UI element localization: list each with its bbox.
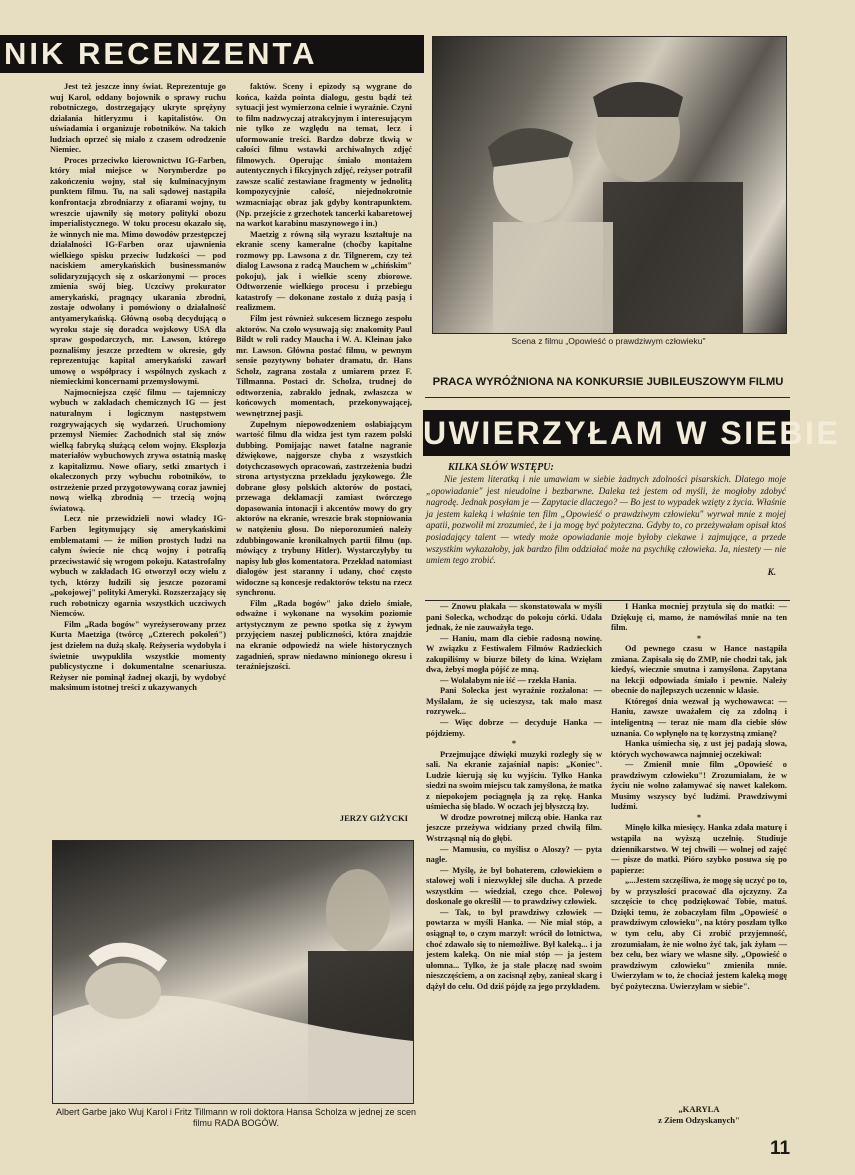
paragraph: Lecz nie przewidzieli nowi władcy IG-Farben legitymujący się amerykańskimi emblematami — że milion prostych ludzi na całym świecie nie chcą wojny i potrafią przeciwstawić się wrogom pokoju. Katastrofalny wybuch w zakładach IG otworzył oczy wielu z tych, którzy łudzili się jeszcze pozorami „pokojowej" polityki Ameryki. Rozszerzający się ruch robotniczy ogarnia wszystkich uczciwych Niemców. — [50, 514, 226, 619]
paragraph: W drodze powrotnej milczą obie. Hanka raz jeszcze przeżywa widziany przed chwilą film. Wstrząsnął nią do głębi. — [426, 812, 602, 844]
story-title: UWIERZYŁAM W SIEBIE — [423, 415, 841, 451]
left-title-banner — [0, 35, 424, 73]
competition-kicker: PRACA WYRÓŻNIONA NA KONKURSIE JUBILEUSZOWYM FILMU — [432, 376, 784, 388]
paragraph: Film „Rada bogów" wyreżyserowany przez Kurta Maetziga (twórcę „Czterech pokoleń") jest dziełem na dużą skalę. Reżyseria wydobyła i świetnie uwypukliła wszystkie momenty publicystyczne i dokumentalne scenariusza. Reżyser nie pominął żadnej okazji, by wydobyć maksimum istotnej treści z ukazywanych — [50, 619, 226, 693]
signature-name: „KARYLA — [678, 1104, 720, 1114]
paragraph: faktów. Sceny i epizody są wygrane do końca, każda pointa dialogu, gestu bądź też sytuacji jest wymierzona celnie i wyraźnie. Czyni to film nadzwyczaj atrakcyjnym i interesującym nie tylko ze względu na temat, lecz i uformowanie treści. Bardzo dobrze tkwią w całości filmu wstawki archiwalnych zdjęć filmowych. Operując śmiało montażem autentycznych i fikcyjnych zdjęć, reżyser potrafił zawsze scalić zestawiane fragmenty w jednolitą kompozycyjnie całość, niejednokrotnie wzmacniając obraz jak gdyby kontrapunktem. (Np. przejście z grzechotek tancerki kabaretowej na warkot karabinu maszynowego i in.) — [236, 82, 412, 229]
paragraph: Zupełnym niepowodzeniem osłabiającym wartość filmu dla widza jest tym razem polski dubbing. Pomijając nawet fatalne nagranie dźwiękowe, najgorsze chyba z wszystkich dotychczasowych opracowań, zastrzeżenia budzi strona artystyczna przekładu językowego. Źle dobrane głosy polskich aktorów do postaci, przewaga deklamacji zamiast twórczego dopasowania intonacji i akcentów mowy do gry aktorów na ekranie, wreszcie brak stopniowania w natężeniu głosu. Do nieporozumień należy zdubbingowanie kronikalnych partii filmu (np. mówiący z trybuny Hitler). Wystarczyłyby tu napisy lub głos komentatora. Przekład natomiast dialogów jest staranny i udany, choć często widoczne są koncesje redaktorów tekstu na rzecz synchronu. — [236, 419, 412, 598]
story-column-1 — [426, 602, 602, 1132]
story-signature — [611, 1104, 787, 1126]
paragraph: Maetzig z równą siłą wyrazu kształtuje na ekranie sceny kameralne (choćby kapitalne rozmowy pp. Lawsona z dr. Tilgnerem, czy też dialog Lawsona z radcą Mauchem w „chińskim" pokoju), jak i wielkie sceny zbiorowe. Odtworzenie wielkiego procesu i przebiegu katastrofy — dokonane zostało z dużą pasją i realizmem. — [236, 229, 412, 313]
left-article-title: NIK RECENZENTA — [4, 36, 318, 71]
story-column-2 — [611, 602, 787, 1097]
separator-star: * — [696, 633, 702, 643]
paragraph: Minęło kilka miesięcy. Hanka zdała maturę i wstąpiła na wyższą uczelnię. Studiuje dziennikarstwo. W tej chwili — wolnej od zajęć — pisze do matki. Pióro szybko posuwa się po papierze: — [611, 823, 787, 875]
film-still-caption: Albert Garbe jako Wuj Karol i Fritz Tillmann w roli doktora Hansa Scholza w jednej ze scen filmu RADA BOGÓW. — [56, 1107, 416, 1128]
paragraph: Film „Rada bogów" jako dzieło śmiałe, odważne i wykonane na wysokim poziomie artystycznym ze pewno spotka się z żywym przyjęciem naszej publiczności, która znajdzie na ekranie odpowiedź na wiele historycznych zagadnień, spraw niedawno minionego okresu i teraźniejszości. — [236, 598, 412, 672]
film-still-illustration — [53, 841, 413, 1103]
kicker-rule — [425, 397, 790, 398]
film-still-opowiesc — [432, 36, 787, 334]
paragraph: — Znowu płakała — skonstatowała w myśli pani Solecka, wchodząc do pokoju córki. Udała jednak, że nie zauważyła tego. — [426, 602, 602, 633]
paragraph: Jest też jeszcze inny świat. Reprezentuje go wuj Karol, oddany bojownik o sprawy ruchu robotniczego, dostrzegający ukryte sprężyny działania hitleryzmu i kapitalistów. On uświadamia i organizuje robotników. Na takich ludziach oprzeć się miało z czasem odrodzenie Niemiec. — [50, 82, 226, 155]
paragraph: — Więc dobrze — decyduje Hanka — pójdziemy. — [426, 718, 602, 738]
paragraph: Przejmujące dźwięki muzyki rozległy się w sali. Na ekranie zajaśniał napis: „Koniec". Ludzie kierują się ku wyjściu. Tylko Hanka siedzi na swoim miejscu tak zamyślona, że matka z niepokojem pociągnęła ją za rękę. Hanka uśmiecha się blado. W oczach jej błyszczą łzy. — [426, 749, 602, 812]
separator-star: * — [511, 739, 517, 749]
intro-heading: KILKA SŁÓW WSTĘPU: — [448, 462, 554, 473]
paragraph: — Wolałabym nie iść — rzekła Hania. — [440, 675, 577, 685]
paragraph: Film jest również sukcesem licznego zespołu aktorów. Na czoło wysuwają się: znakomity Paul Bildt w roli radcy Maucha i W. A. Kleinau jako mr. Lawson. Główna postać filmu, w pewnym sensie pozytywny bohater dramatu, dr. Hans Scholz, zagrana została z umiarem przez F. Tillmanna. Postaci dr. Scholza, trudnej do odtworzenia, zabrakło jednak, zwłaszcza w końcowych momentach, przekonywającej, wewnętrznej pasji. — [236, 314, 412, 418]
paragraph: „...Jestem szczęśliwa, że mogę się uczyć po to, by w przyszłości pracować dla ojczyzny. Za szczęście to chcę podziękować Tobie, matuś. Dzięki temu, że zobaczyłam film „Opowieść o prawdziwym człowieku", na który poszłam tylko w tym celu, aby Ci zrobić przyjemność, zrozumiałam, że nie wolno żyć tak, jak żyłam — bez celu, bez wiary we własne siły. „Opowieść o prawdziwym człowieku" zmieniła mnie. Uwierzyłam w to, że chociaż jestem kaleką mogę być pożyteczna. Uwierzyłam w siebie". — [611, 876, 787, 991]
left-article-column-2 — [236, 82, 412, 804]
intro-text: Nie jestem literatką i nie umawiam w siebie żadnych zdolności pisarskich. Dlatego moje „opowiadanie" jest nieudolne i bezbarwne. Daleka też jestem od myśli, że mogłoby zdobyć nagrodę. Jednak posyłam je — Zapytacie dlaczego? — Bo jest to wypadek wzięty z życia. Właśnie ja jestem kaleką i właśnie ten film „Opowieść o prawdziwym człowieku" wyrwał mnie z mojej apatii, pozwolił mi zrozumieć, że i ja mogę być pożyteczna. Gdyby to, co przeżywałam opisał ktoś posiadający talent — wtedy może opowiadanie moje byłoby ciekawe i zajmujące, a przede wszystkim wykazałoby, jak bardzo film oddziałać może na psychikę człowieka. Ja, niestety — nie umiem tego zrobić. — [426, 474, 786, 566]
intro-initial: K. — [767, 566, 776, 577]
page-number: 11 — [770, 1138, 791, 1159]
story-intro — [426, 461, 786, 578]
right-title-banner — [423, 410, 841, 456]
opowiesc-caption: Scena z filmu „Opowieść o prawdziwym człowieku" — [511, 336, 706, 346]
paragraph: Hanka uśmiecha się, z ust jej padają słowa, których wychowawca najmniej oczekiwał: — [611, 739, 787, 759]
intro-rule — [425, 600, 790, 601]
paragraph: Proces przeciwko kierownictwu IG-Farben, który miał miejsce w Norymberdze po zakończeniu wojny, stał się kulminacyjnym punktem filmu. Tu, na sali sądowej nastąpiła konfrontacja zbrodniarzy z ofiarami wojny, tu wreszcie ujawniły się motory polityki obozu imperialistycznego. W toku procesu okazało się, że winnych nie ma. Mimo dowodów przestępczej działalności IG-Farben oraz ujawnienia wielkiego spisku przeciw ludzkości — pod naciskiem amerykańskich businessmanów solidaryzujących się z oskarżonymi — proces zmienia swój bieg. Uczciwy prokurator amerykański, pragnący ukarania zbrodni, zostaje odwołany i pomówiony o działalność antyamerykańską. Główną osobą decydującą o wyroku staje się doradca wojskowy USA dla spraw gospodarczych, mr. Lawson, którego poznaliśmy jeszcze przedtem w okresie, gdy reprezentując kapitał amerykański zawarł umowę o współpracy i wspólnych zyskach z niemieckimi koncernami przemysłowymi. — [50, 155, 226, 387]
paragraph: — Tak, to był prawdziwy człowiek — powtarza w myśli Hanka. — Nie miał stóp, a osiągnął to, o czym marzył: wrócił do lotnictwa, choć zdawało się to niemożliwe. Był kaleką... i ja jestem kaleką. On nie miał stóp — ja jestem ułomna... Tylko, że ja stale płaczę nad swoim nieszczęściem, a on zacisnął zęby, zanieał skarg i dążył do celu. Od dziś pójdę za jego przykładem. — [426, 907, 602, 991]
paragraph: Najmocniejsza część filmu — tajemniczy wybuch w zakładach chemicznych IG — jest naturalnym i logicznym następstwem rozgrywających się wydarzeń. Uruchomiony przemysł Niemiec Zachodnich stał się znów wielką fabryką służącą celom wojny. Eksplozja materiałów wybuchowych zrywa ostatnią maskę z kapitalizmu. Nowe ofiary, setki zmartych i okaleczonych przy wybuchu robotników, to ostrzeżenie przed przygotowywaną coraz jawniej nową wielką zbrodnią — trzecią wojną światową. — [50, 387, 226, 513]
paragraph: Pani Solecka jest wyraźnie rozżalona: — Myślałam, że się ucieszysz, tak mało masz rozrywek... — [426, 686, 602, 717]
left-article-column-1 — [50, 82, 226, 834]
film-still-rada-bogow — [52, 840, 414, 1104]
paragraph: I Hanka mocniej przytula się do matki: — Dziękuję ci, mamo, że namówiłaś mnie na ten film. — [611, 602, 787, 633]
review-author: JERZY GIŻYCKI — [339, 813, 408, 823]
paragraph: Od pewnego czasu w Hance nastąpiła zmiana. Zapisała się do ZMP, nie chodzi tak, jak kiedyś, wiecznie smutna i zamyślona. Zapytana na lekcji odpowiada śmiało i pewnie. Należy obecnie do najlepszych uczennic w klasie. — [611, 644, 787, 696]
paragraph: — Zmienił mnie film „Opowieść o prawdziwym człowieku"! Zrozumiałam, że w życiu nie wolno załamywać się nawet kalekom. Musimy wszyscy być ludźmi. Prawdziwymi ludźmi. — [611, 760, 787, 812]
paragraph: — Mamusiu, co myślisz o Aloszy? — pyta nagle. — [426, 844, 602, 865]
paragraph: — Haniu, mam dla ciebie radosną nowinę. W związku z Festiwalem Filmów Radzieckich zakupiliśmy w biurze bilety do kina. Wzięłam dwa, żebyś mogła pójść ze mną. — [426, 633, 602, 675]
kissing-scene-illustration — [433, 37, 786, 333]
separator-star: * — [696, 812, 702, 822]
signature-place: z Ziem Odzyskanych" — [658, 1115, 740, 1125]
paragraph: — Myślę, że był bohaterem, człowiekiem o stalowej woli i niezwykłej sile ducha. A przede wszystkim — wiedział, czego chce. Polewoj doskonale go określił — to prawdziwy człowiek. — [426, 865, 602, 907]
paragraph: Któregoś dnia wezwał ją wychowawca: — Haniu, zawsze uważałem cię za zdolną i inteligentną — teraz nie mam dla ciebie słów uznania. Co wpłynęło na tę korzystną zmianę? — [611, 696, 787, 738]
